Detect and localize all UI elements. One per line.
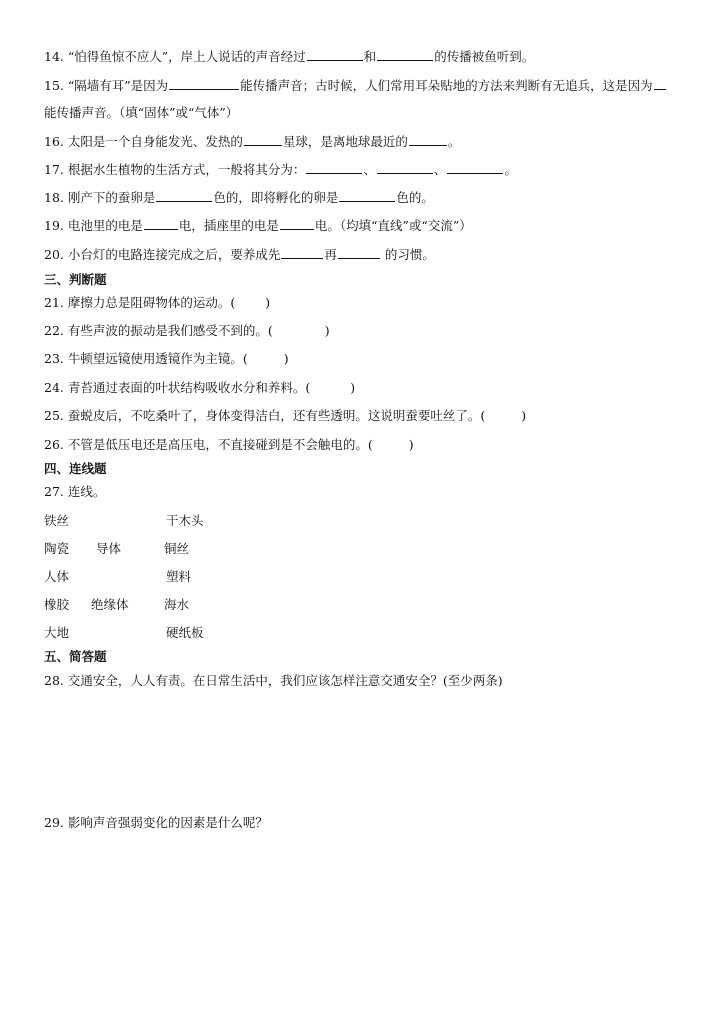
question-number: 22. — [44, 323, 64, 338]
question-text: “隔墙有耳”是因为 — [67, 78, 169, 93]
answer-blank[interactable] — [339, 189, 395, 202]
question-20 — [44, 246, 435, 264]
match-left-item[interactable]: 铁丝 — [44, 513, 70, 528]
question-text: 的习惯。 — [384, 247, 435, 262]
answer-blank[interactable] — [281, 246, 323, 259]
match-left-item[interactable]: 陶瓷 — [44, 541, 70, 556]
match-middle-item[interactable]: 导体 — [96, 541, 122, 556]
question-text: 色的，即将孵化的卵是 — [213, 190, 339, 205]
paren-close: ) — [408, 437, 414, 452]
question-15-cont — [44, 104, 238, 122]
question-text: 电池里的电是 — [67, 218, 143, 233]
paren-close: ) — [350, 380, 356, 395]
match-middle-item[interactable]: 绝缘体 — [91, 597, 129, 612]
answer-blank[interactable] — [280, 217, 314, 230]
question-number: 23. — [44, 351, 64, 366]
question-number: 29. — [44, 815, 64, 830]
question-17 — [44, 161, 517, 179]
question-text: 不管是低压电还是高压电，不直接碰到是不会触电的。( — [67, 437, 373, 452]
question-number: 26. — [44, 437, 64, 452]
question-number: 18. — [44, 190, 64, 205]
question-text: 青苔通过表面的叶状结构吸收水分和养料。( — [67, 380, 311, 395]
answer-blank[interactable] — [338, 246, 380, 259]
question-text: 、 — [433, 162, 447, 177]
question-number: 27. — [44, 484, 64, 499]
answer-blank[interactable] — [654, 77, 666, 90]
question-text: 有些声波的振动是我们感受不到的。( — [67, 323, 273, 338]
question-text: 太阳是一个自身能发光、发热的 — [67, 134, 243, 149]
question-text: 影响声音强弱变化的因素是什么呢？ — [67, 815, 268, 830]
question-27 — [44, 483, 105, 501]
answer-blank[interactable] — [377, 48, 433, 61]
question-text: 电。（均填“直线”或“交流”） — [314, 218, 472, 233]
match-right-item[interactable]: 干木头 — [166, 513, 204, 528]
question-22 — [44, 322, 330, 340]
match-right-item[interactable]: 塑料 — [166, 569, 192, 584]
answer-blank[interactable] — [307, 48, 363, 61]
question-text: 能传播声音。（填“固体”或“气体”） — [44, 105, 239, 120]
question-text: “怕得鱼惊不应人”，岸上人说话的声音经过 — [67, 49, 306, 64]
question-text: 再 — [324, 247, 337, 262]
question-text: 。 — [447, 134, 461, 149]
match-right-item[interactable]: 海水 — [164, 597, 190, 612]
question-text: 的传播被鱼听到。 — [434, 49, 535, 64]
question-23 — [44, 350, 289, 368]
question-number: 25. — [44, 408, 64, 423]
question-text: 交通安全，人人有责。在日常生活中，我们应该怎样注意交通安全？(至少两条) — [67, 673, 503, 688]
question-text: 色的。 — [396, 190, 434, 205]
question-text: 根据水生植物的生活方式，一般将其分为： — [67, 162, 306, 177]
match-left-item[interactable]: 大地 — [44, 625, 70, 640]
question-number: 24. — [44, 380, 64, 395]
question-text: 牛顿望远镜使用透镜作为主镜。( — [67, 351, 248, 366]
question-18 — [44, 189, 434, 207]
question-text: 摩擦力总是阻碍物体的运动。( — [67, 295, 236, 310]
question-number: 17. — [44, 162, 64, 177]
question-number: 19. — [44, 218, 64, 233]
match-right-item[interactable]: 铜丝 — [164, 541, 190, 556]
match-left-item[interactable]: 人体 — [44, 569, 70, 584]
question-text: 蚕蜕皮后，不吃桑叶了，身体变得洁白，还有些透明。这说明蚕要吐丝了。( — [67, 408, 486, 423]
answer-blank[interactable] — [144, 217, 178, 230]
question-25 — [44, 407, 526, 425]
question-28 — [44, 672, 503, 690]
question-number: 14. — [44, 49, 64, 64]
question-16 — [44, 133, 460, 151]
question-text: 能传播声音；古时候，人们常用耳朵贴地的方法来判断有无追兵，这是因为 — [240, 78, 653, 93]
question-15 — [44, 77, 667, 95]
answer-blank[interactable] — [244, 133, 282, 146]
question-text: 电，插座里的电是 — [178, 218, 279, 233]
answer-blank[interactable] — [409, 133, 447, 146]
answer-blank[interactable] — [377, 161, 433, 174]
question-21 — [44, 294, 270, 312]
question-text: 小台灯的电路连接完成之后，要养成先 — [67, 247, 281, 262]
question-number: 15. — [44, 78, 64, 93]
section-title-matching: 四、连线题 — [44, 461, 107, 476]
question-number: 16. — [44, 134, 64, 149]
question-text: 、 — [363, 162, 376, 177]
question-text: 。 — [504, 162, 517, 177]
answer-blank[interactable] — [156, 189, 212, 202]
answer-blank[interactable] — [169, 77, 239, 90]
paren-close: ) — [283, 351, 289, 366]
question-number: 21. — [44, 295, 64, 310]
question-text: 星球，是离地球最近的 — [282, 134, 408, 149]
question-29 — [44, 814, 268, 832]
question-24 — [44, 379, 355, 397]
question-text: 刚产下的蚕卵是 — [67, 190, 156, 205]
paren-close: ) — [324, 323, 330, 338]
question-number: 20. — [44, 247, 64, 262]
paren-close: ) — [521, 408, 527, 423]
paren-close: ) — [265, 295, 271, 310]
section-title-judge: 三、判断题 — [44, 272, 107, 287]
match-left-item[interactable]: 橡胶 — [44, 597, 70, 612]
question-number: 28. — [44, 673, 64, 688]
answer-blank[interactable] — [447, 161, 503, 174]
match-right-item[interactable]: 硬纸板 — [166, 625, 204, 640]
question-19 — [44, 217, 472, 235]
question-text: 连线。 — [67, 484, 106, 499]
question-14 — [44, 48, 534, 66]
answer-blank[interactable] — [306, 161, 362, 174]
question-26 — [44, 436, 414, 454]
section-title-short-answer: 五、简答题 — [44, 649, 107, 664]
question-text: 和 — [363, 49, 377, 64]
